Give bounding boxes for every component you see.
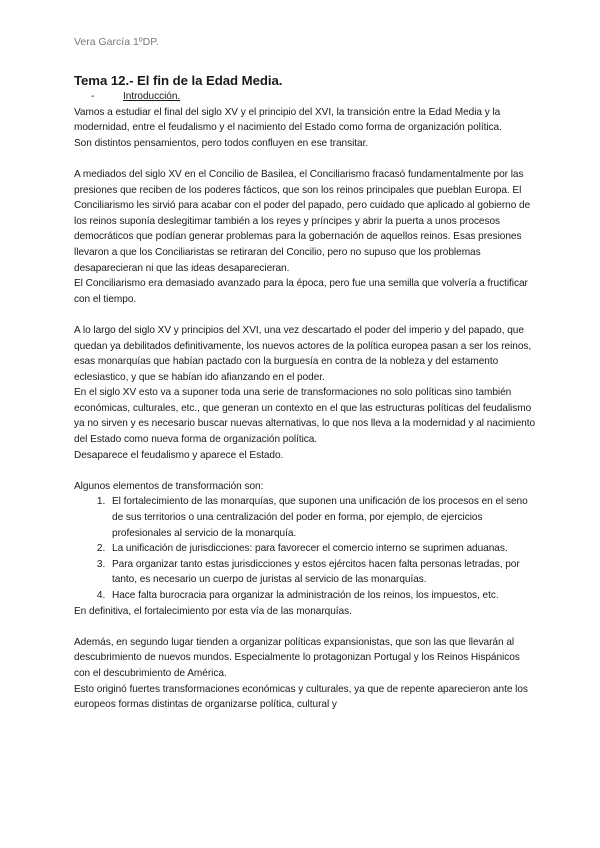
- transformation-list: [74, 494, 536, 603]
- section-subheading: [91, 89, 536, 105]
- subheading-bullet: -: [91, 91, 95, 102]
- paragraph-conciliarismo-2: El Conciliarismo era demasiado avanzado para la época, pero fue una semilla que volvería a fructificar con el tiempo.: [74, 278, 528, 305]
- list-item: 2. La unificación de jurisdicciones: para favorecer el comercio interno se suprimen aduanas.: [108, 541, 536, 557]
- list-item: 1. El fortalecimiento de las monarquías, que suponen una unificación de los procesos en el seno de sus territorios o una centralización del poder en forma, por ejemplo, de ejercicios profesionales al servicio de la monarquía.: [108, 494, 536, 541]
- spacer: [74, 151, 536, 167]
- paragraph-list-intro: Algunos elementos de transformación son:: [74, 480, 264, 492]
- paragraph-monarquias-1: A lo largo del siglo XV y principios del XVI, una vez descartado el poder del imperio y del papado, que quedan ya debilitados definitivamente, los nuevos actores de la política europea pasan a ser los reinos, esas monarquías que habían pactado con la burguesía en contra de la nobleza y del estamento eclesiastico, y que se habían ido afianzando en el poder.: [74, 324, 532, 383]
- paragraph-expansion-1: Además, en segundo lugar tienden a organizar políticas expansionistas, que son las que llevarán al descubrimiento de nuevos mundos. Especialmente lo protagonizan Portugal y los Reinos Hispánicos con el descubrimiento de América.: [74, 636, 520, 679]
- subheading-text: Introducción.: [123, 91, 181, 102]
- document-title: Tema 12.- El fin de la Edad Media.: [74, 73, 283, 88]
- document-body: [74, 72, 536, 713]
- paragraph-intro: Vamos a estudiar el final del siglo XV y el principio del XVI, la transición entre la Edad Media y la modernidad, entre el feudalismo y el nacimiento del Estado como forma de organización política.: [74, 106, 502, 134]
- paragraph-conciliarismo-1: A mediados del siglo XV en el Concilio de Basilea, el Conciliarismo fracasó fundamentalmente por las presiones que reciben de los poderes fácticos, que son los reinos principales que pueblan Europa. El Conciliarismo les sirvió para acabar con el poder del papado, pero cuidado que aplicado al gobierno de los reinos suponía deslegitimar también a los reyes y príncipes y abrir la puerta a unos procesos democráticos que podían generar problemas para la gobernación de aquellos reinos. Esas presiones llevaron a que los Conciliaristas se retiraran del Concilio, pero no supuso que los problemas desaparecieran ni que las ideas desaparecieran.: [74, 168, 531, 274]
- list-item: 4. Hace falta burocracia para organizar la administración de los reinos, los impuestos, etc.: [108, 588, 536, 604]
- spacer: [74, 307, 536, 323]
- spacer: [74, 619, 536, 635]
- paragraph-monarquias-3: Desaparece el feudalismo y aparece el Estado.: [74, 449, 284, 461]
- paragraph-list-outro: En definitiva, el fortalecimiento por esta vía de las monarquías.: [74, 605, 352, 617]
- paragraph-expansion-2: Esto originó fuertes transformaciones económicas y culturales, ya que de repente aparecieron ante los europeos formas distintas de organizarse política, cultural y: [74, 683, 528, 711]
- list-item: 3. Para organizar tanto estas jurisdicciones y estos ejércitos hacen falta personas letradas, por tanto, es necesario un cuerpo de juristas al servicio de las monarquías.: [108, 557, 536, 588]
- paragraph-monarquias-2: En el siglo XV esto va a suponer toda una serie de transformaciones no solo políticas sino también económicas, culturales, etc., que generan un contexto en el que las estructuras políticas del feudalismo ya no sirven y es necesario buscar nuevas alternativas, lo que nos lleva a la modernidad y al nacimiento del Estado como nueva forma de organización política.: [74, 387, 536, 446]
- page-header-author: Vera García 1ºDP.: [74, 36, 159, 48]
- paragraph-intro-2: Son distintos pensamientos, pero todos confluyen en ese transitar.: [74, 137, 369, 149]
- spacer: [74, 463, 536, 479]
